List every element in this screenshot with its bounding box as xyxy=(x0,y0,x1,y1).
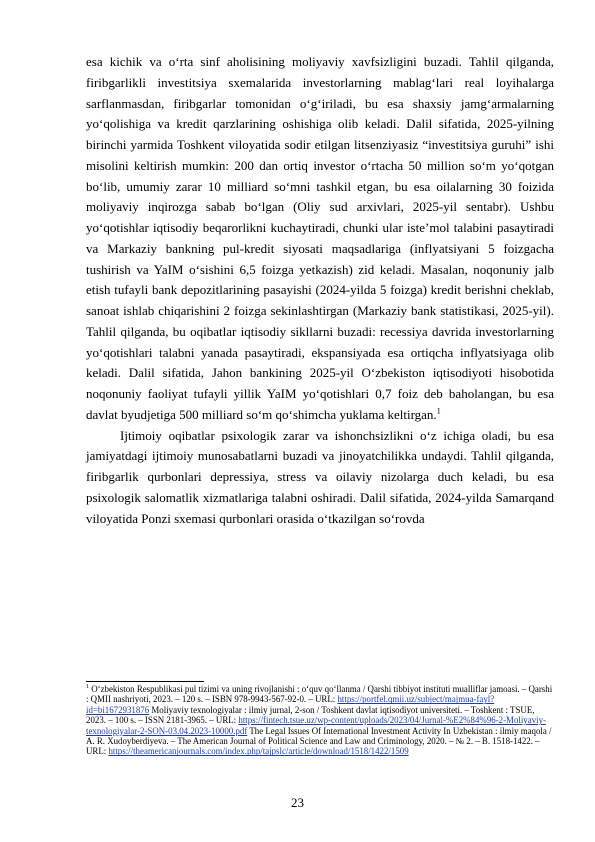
footnote-source-1: O‘zbekiston Respublikasi pul tizimi va uning rivojlanishi : o‘quv qo‘llanma / Qarshi tibbiyot instituti mualliflar jamoasi. – Qarshi : QMII nashriyoti, 2023. – 120 s. – ISBN 978-9943-567-92-0. – URL: xyxy=(86,684,553,705)
footnote-separator xyxy=(86,681,204,682)
main-text xyxy=(86,52,554,529)
paragraph-1 xyxy=(86,52,554,426)
footnote xyxy=(86,684,554,757)
footnote-source-3: The Legal Issues Of International Investment Activity In Uzbekistan : ilmiy maqola / A. R. Xudoyberdiyeva. – The American Journal of Political Science and Law and Criminology, 2020. – № 2. – B. 1518-1422. – URL: xyxy=(86,725,552,757)
footnote-source-2: Moliyaviy texnologiyalar : ilmiy jurnal, 2-son / Toshkent davlat iqtisodiyot universiteti. – Toshkent : TSUE, 2023. – 100 s. – ISSN 2181-3965. – URL: xyxy=(86,704,535,726)
footnote-link-3[interactable]: https://theamericanjournals.com/index.php/tajpslc/article/download/1518/1422/1509 xyxy=(108,746,409,757)
page-number: 23 xyxy=(291,795,304,810)
paragraph-2: Ijtimoiy oqibatlar psixologik zarar va ishonchsizlikni o‘z ichiga oladi, bu esa jamiyatdagi ijtimoiy munosabatlarni buzadi va jinoyatchilikka undaydi. Tahlil qilganda, firibgarlik qurbonlari depressiya, stress va oilaviy nizolarga duch keladi, bu esa psixologik salomatlik xizmatlariga talabni oshiradi. Dalil sifatida, 2024-yilda Samarqand viloyatida Ponzi sxemasi qurbonlari orasida o‘tkazilgan so‘rovda xyxy=(86,427,554,526)
footnote-link-2[interactable]: https://fintech.tsue.uz/wp-content/uploads/2023/04/Jurnal-%E2%84%96-2-Moliyaviy-texnologiyalar-2-SON-03.04.2023-10000.pdf xyxy=(86,715,546,736)
paragraph-1-text: esa kichik va o‘rta sinf aholisining moliyaviy xavfsizligini buzadi. Tahlil qilganda, firibgarlikli investitsiya sxemalarida investorlarning mablag‘lari real loyihalarga sarflanmasdan, firibgarlar tomonidan o‘g‘iriladi, bu esa shaxsiy jamg‘armalarning yo‘qolishiga va kredit qarzlarining oshishiga olib keladi. Dalil sifatida, 2025-yilning birinchi yarmida Toshkent viloyatida sodir etilgan litsenziyasiz “investitsiya guruhi” ishi misolini keltirish mumkin: 200 dan ortiq investor o‘rtacha 50 million so‘m yo‘qotgan bo‘lib, umumiy zarar 10 milliard so‘mni tashkil etgan, bu esa oilalarning 30 foizida moliyaviy inqirozga sabab bo‘lgan (Oliy sud arxivlari, 2025-yil sentabr). Ushbu yo‘qotishlar iqtisodiy beqarorlikni kuchaytiradi, chunki ular iste’mol talabini pasaytiradi va Markaziy bankning pul-kredit siyosati maqsadlariga (inflyatsiyani 5 foizgacha tushirish va YaIM o‘sishini 6,5 foizga yetkazish) zid keladi. Masalan, noqonuniy jalb etish tufayli bank depozitlarining pasayishi (2024-yilda 5 foizga) kredit berishni cheklab, sanoat ishlab chiqarishini 2 foizga sekinlashtirgan (Markaziy bank statistikasi, 2025-yil). Tahlil qilganda, bu oqibatlar iqtisodiy sikllarni buzadi: recessiya davrida investorlarning yo‘qotishlari talabni yanada pasaytiradi, ekspansiyada esa ortiqcha inflyatsiyaga olib keladi. Dalil sifatida, Jahon bankining 2025-yil O‘zbekiston iqtisodiyoti hisobotida noqonuniy faoliyat tufayli yillik YaIM yo‘qotishlari 0,7 foiz deb baholangan, bu esa davlat byudjetiga 500 milliard so‘m qo‘shimcha yuklama keltirgan. xyxy=(86,54,554,422)
footnote-reference[interactable]: 1 xyxy=(436,406,441,416)
footnote-mark: 1 xyxy=(86,684,89,691)
footnote-link-1[interactable]: https://portfel.qmii.uz/subject/majmua-fayl?id=bi1672931876 xyxy=(86,694,495,715)
footnote-1 xyxy=(86,684,554,757)
